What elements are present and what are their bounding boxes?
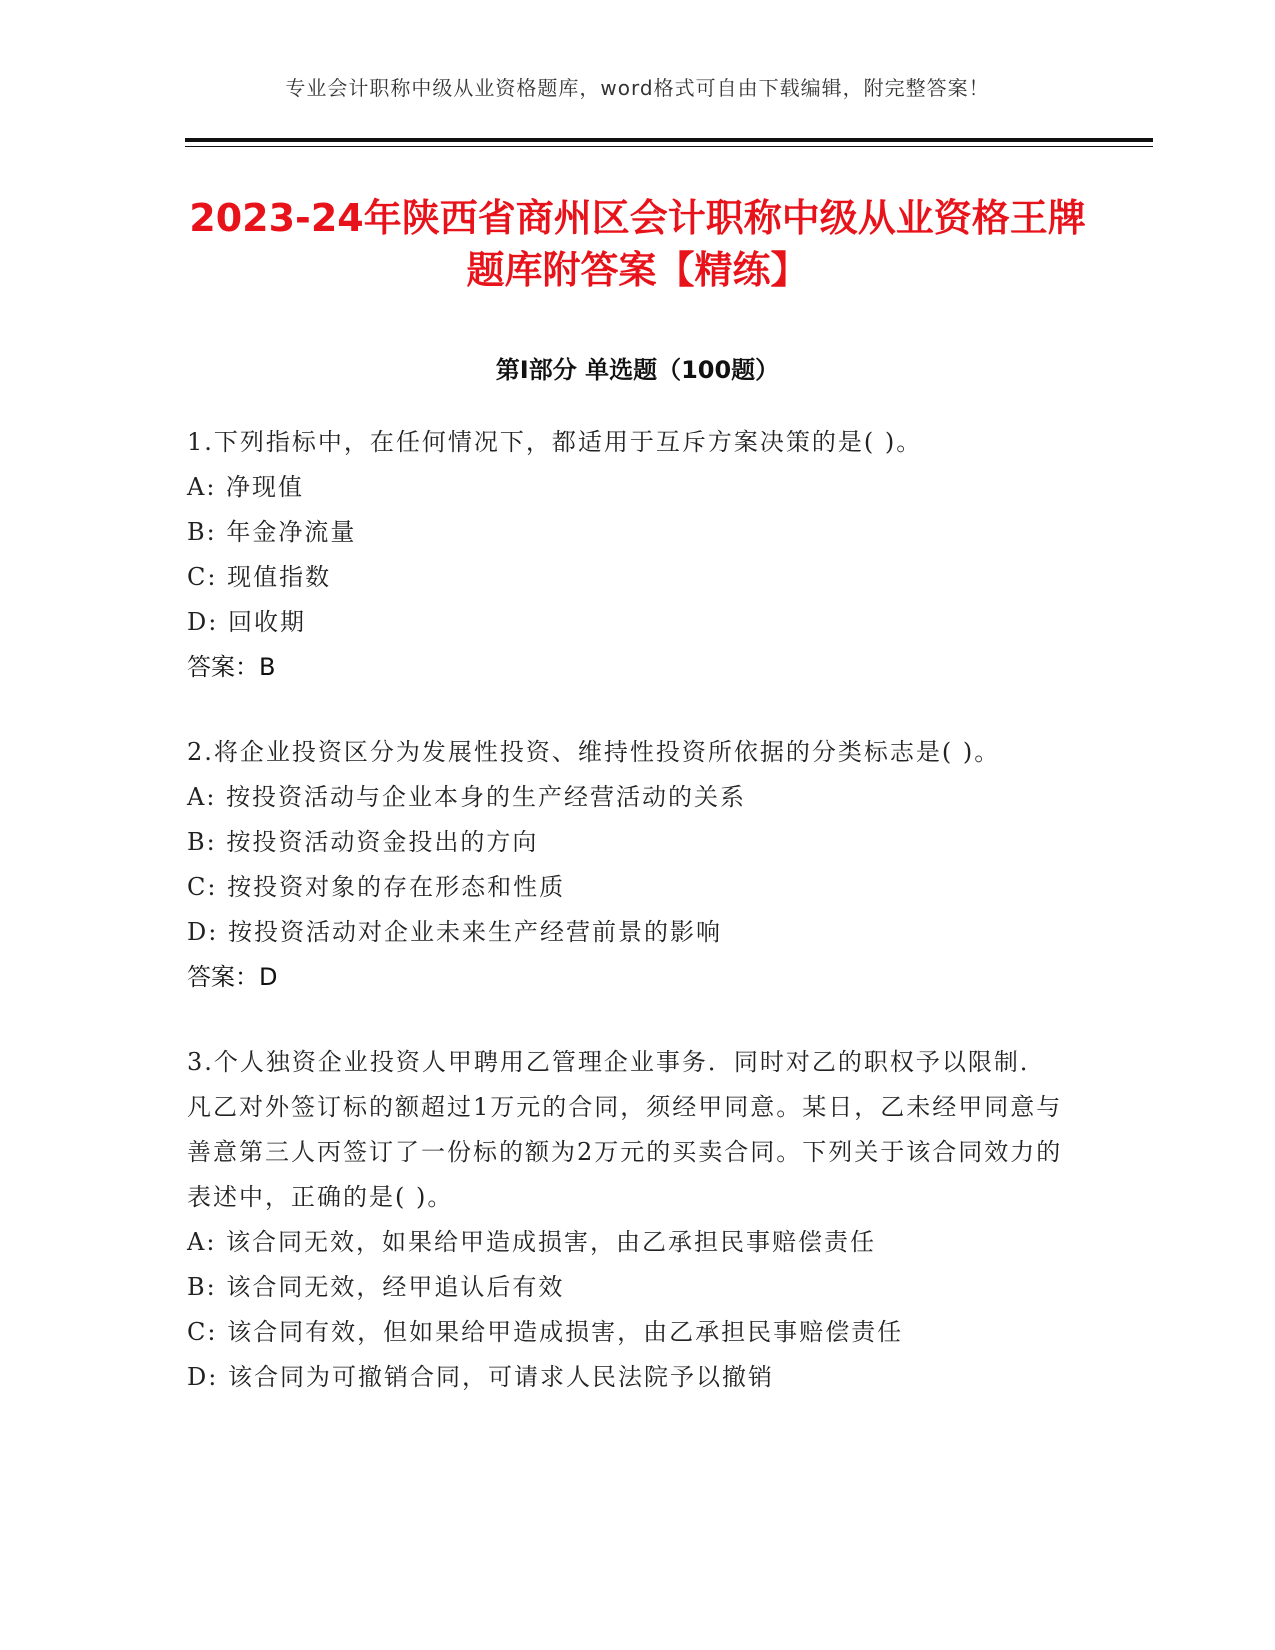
question-2	[187, 730, 1067, 1000]
option-a: A: 该合同无效，如果给甲造成损害，由乙承担民事赔偿责任	[187, 1228, 877, 1256]
question-stem: 1.下列指标中，在任何情况下，都适用于互斥方案决策的是( )。	[187, 428, 923, 456]
option-a: A: 净现值	[187, 473, 305, 501]
document-title: 2023-24年陕西省商州区会计职称中级从业资格王牌题库附答案【精练】	[189, 196, 1086, 292]
answer: 答案：B	[187, 653, 276, 681]
option-a: A: 按投资活动与企业本身的生产经营活动的关系	[187, 783, 747, 811]
header-divider-thick	[185, 138, 1153, 142]
header-divider-thin	[185, 146, 1153, 147]
option-b: B: 该合同无效，经甲追认后有效	[187, 1273, 565, 1301]
question-stem: 3.个人独资企业投资人甲聘用乙管理企业事务．同时对乙的职权予以限制．凡乙对外签订标的额超过1万元的合同，须经甲同意。某日，乙未经甲同意与善意第三人丙签订了一份标的额为2万元的买卖合同。下列关于该合同效力的表述中，正确的是( )。	[187, 1048, 1063, 1211]
option-d: D: 回收期	[187, 608, 306, 636]
question-3	[187, 1040, 1067, 1400]
section-heading: 第Ⅰ部分 单选题（100题）	[495, 356, 780, 384]
option-b: B: 年金净流量	[187, 518, 357, 546]
header-note: 专业会计职称中级从业资格题库，word格式可自由下载编辑，附完整答案！	[285, 76, 990, 100]
question-stem: 2.将企业投资区分为发展性投资、维持性投资所依据的分类标志是( )。	[187, 738, 1001, 766]
option-d: D: 按投资活动对企业未来生产经营前景的影响	[187, 918, 722, 946]
option-c: C: 该合同有效，但如果给甲造成损害，由乙承担民事赔偿责任	[187, 1318, 904, 1346]
option-c: C: 按投资对象的存在形态和性质	[187, 873, 566, 901]
option-b: B: 按投资活动资金投出的方向	[187, 828, 539, 856]
answer: 答案：D	[187, 963, 278, 991]
question-list	[187, 420, 1067, 1440]
option-d: D: 该合同为可撤销合同，可请求人民法院予以撤销	[187, 1363, 774, 1391]
option-c: C: 现值指数	[187, 563, 332, 591]
question-1	[187, 420, 1067, 690]
